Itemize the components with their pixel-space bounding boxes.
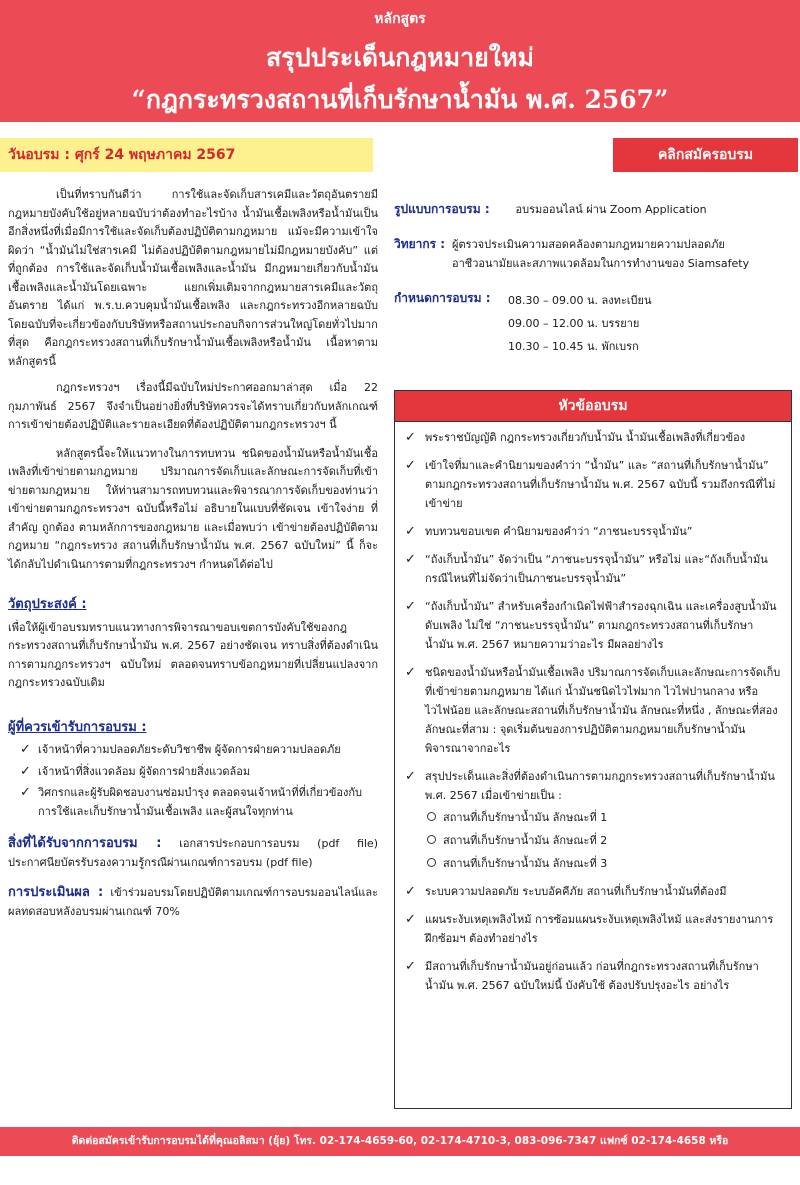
check-mark-icon: ✓ <box>405 430 416 445</box>
circle-bullet-icon <box>427 812 436 821</box>
course-title: สรุปประเด็นกฎหมายใหม่ <box>266 43 534 72</box>
check-mark-icon: ✓ <box>405 884 416 899</box>
topic-item: ✓ แผนระงับเหตุเพลิงไหม้ การซ้อมแผนระงับเหตุเพลิงไหม้ และส่งรายงานการฝึกซ้อมฯ ต้องทำอย่างไร <box>405 912 774 945</box>
topic-item: ✓ เข้าใจที่มาและคำนิยามของคำว่า “น้ำมัน” และ “สถานที่เก็บรักษาน้ำมัน” ตามกฎกระทรวงสถานที่เก็บรักษาน้ำมัน พ.ศ. 2567 ฉบับนี้ รวมถึงกรณีที่ไม่เข้าข่าย <box>405 458 776 510</box>
audience-item: ✓ วิศกรกและผู้รับผิดชอบงานซ่อมบำรุง ตลอดจนเจ้าหน้าที่ที่เกี่ยวข้องกับการใช้และเก็บรักษาน้ำมันเชื้อเพลิง และผู้สนใจทุกท่าน <box>20 785 363 818</box>
schedule-item: 08.30 – 09.00 น. ลงทะเบียน <box>508 294 652 307</box>
course-label: หลักสูตร <box>374 11 426 27</box>
course-info <box>394 196 794 358</box>
contact-footer: ติดต่อสมัครเข้ารับการอบรมได้ที่คุณอลิสมา (ยุ้ย) โทร. 02-174-4659-60, 02-174-4710-3, 083-096-7347 แฟกซ์ 02-174-4658 หรือ myadmin@siamsafety.com <box>0 1127 800 1156</box>
audience-list <box>8 741 378 821</box>
format-label: รูปแบบการอบรม : <box>394 202 490 216</box>
schedule-list <box>508 289 651 358</box>
benefits <box>8 835 378 872</box>
intro-paragraph: เป็นที่ทราบกันดีว่า การใช้และจัดเก็บสารเคมีและวัตถุอันตรายมีกฎหมายบังคับใช้อยู่หลายฉบับว่าต้องทำอะไรบ้าง น้ำมันเชื้อเพลิงหรือน้ำมันเป็นอีกสิ่งหนึ่งที่เมื่อมีการใช้และจัดเก็บต้องปฏิบัติตามกฎหมาย แม้จะมีความเข้าใจผิดว่า “น้ำมันไม่ใช่สารเคมี ไม่ต้องปฏิบัติตามกฎหมายไม่มีกฎหมายบังคับ” แต่ที่ถูกต้อง การใช้และจัดเก็บน้ำมันเชื้อเพลิงและน้ำมัน มีกฎหมายเกี่ยวกับน้ำมันเชื้อเพลิงและน้ำมันโดยเฉพาะ แยกเพิ่มเติมจากกฎหมายสารเคมีและวัตถุอันตราย ได้แก่ พ.ร.บ.ควบคุมน้ำมันเชื้อเพลิง และกฎกระทรวงอีกหลายฉบับ โดยฉบับที่จะเกี่ยวข้องกับบริษัทหรือสถานประกอบกิจการส่วนใหญ่โดยทั่วไปมากที่สุด คือกฎกระทรวงสถานที่เก็บรักษาน้ำมันเชื้อเพลิงหรือน้ำมัน เนื้อหาตามหลักสูตรนี้ <box>8 188 378 368</box>
topic-item: ✓ ชนิดของน้ำมันหรือน้ำมันเชื้อเพลิง ปริมาณการจัดเก็บและลักษณะการจัดเก็บที่เข้าข่ายตามกฎหมาย ได้แก่ น้ำมันชนิดไวไฟมาก ไวไฟปานกลาง หรือไวไฟน้อย และลักษณะสถานที่เก็บรักษาน้ำมัน ลักษณะที่หนึ่ง , ลักษณะที่สอง ลักษณะที่สาม : จุดเริ่มต้นของการปฏิบัติตามกฎหมายเก็บรักษาน้ำมัน พิจารณาจากอะไร <box>405 665 781 755</box>
evaluation-label: การประเมินผล : <box>8 885 104 900</box>
topic-item: ✓ พระราชบัญญัติ กฎกระทรวงเกี่ยวกับน้ำมัน น้ำมันเชื้อเพลิงที่เกี่ยวข้อง <box>405 430 746 445</box>
audience-title: ผู้ที่ควรเข้ารับการอบรม : <box>8 719 147 735</box>
check-mark-icon: ✓ <box>405 458 416 473</box>
schedule-item: 10.30 – 10.45 น. พักเบรก <box>508 340 639 353</box>
format-value: อบรมออนไลน์ ผ่าน Zoom Application <box>515 203 707 216</box>
objective-title: วัตถุประสงค์ : <box>8 597 87 612</box>
topic-item: ✓ ทบทวนขอบเขต คำนิยามของคำว่า “ภาชนะบรรจุน้ำมัน” <box>405 524 693 539</box>
objective-text: เพื่อให้ผู้เข้าอบรมทราบแนวทางการพิจารณาขอบเขตการบังคับใช้ของกฎกระทรวงสถานที่เก็บรักษาน้ำมัน พ.ศ. 2567 อย่างชัดเจน ทราบสิ่งที่ต้องดำเนินการตามกฎกระทรวงฯ ฉบับใหม่ ตลอดจนทราบข้อกฎหมายที่เปลี่ยนแปลงจากกฎกระทรวงฉบับเดิม <box>8 620 378 689</box>
topic-sub-item: สถานที่เก็บรักษาน้ำมัน ลักษณะที่ 3 <box>425 854 781 873</box>
topics-list <box>395 422 791 995</box>
register-button[interactable]: คลิกสมัครอบรม <box>613 138 798 172</box>
format-row <box>394 200 794 219</box>
evaluation <box>8 884 378 921</box>
intro-paragraph: กฎกระทรวงฯ เรื่องนี้มีฉบับใหม่ประกาศออกมาล่าสุด เมื่อ 22 กุมภาพันธ์ 2567 จึงจำเป็นอย่างยิ่งที่บริษัทควรจะได้ทราบเกี่ยวกับหลักเกณฑ์การเข้าข่ายต้องปฏิบัติและรายละเอียดที่ต้องปฏิบัติตามกฎกระทรวงฯ นี้ <box>8 381 378 431</box>
topic-item: ✓ “ถังเก็บน้ำมัน” จัดว่าเป็น “ภาชนะบรรจุน้ำมัน” หรือไม่ และ“ถังเก็บน้ำมัน กรณีไหนที่ไม่จัดว่าเป็นภาชนะบรรจุน้ำมัน” <box>405 552 768 585</box>
circle-bullet-icon <box>427 858 436 867</box>
evaluation-text: เข้าร่วมอบรมโดยปฏิบัติตามเกณฑ์การอบรมออนไลน์และผลทดสอบหลังอบรมผ่านเกณฑ์ 70% <box>8 886 379 918</box>
topic-item: ✓ ระบบความปลอดภัย ระบบอัคคีภัย สถานที่เก็บรักษาน้ำมันที่ต้องมี <box>405 884 727 899</box>
circle-bullet-icon <box>427 835 436 844</box>
check-mark-icon: ✓ <box>20 742 31 757</box>
check-mark-icon: ✓ <box>405 769 416 784</box>
check-mark-icon: ✓ <box>20 763 31 779</box>
header-banner <box>0 0 800 122</box>
speaker-label: วิทยากร : <box>394 237 446 251</box>
left-column <box>8 186 378 921</box>
check-mark-icon: ✓ <box>405 599 416 614</box>
check-mark-icon: ✓ <box>405 912 416 927</box>
topic-item: ✓ “ถังเก็บน้ำมัน” สำหรับเครื่องกำเนิดไฟฟ้าสำรองฉุกเฉิน และเครื่องสูบน้ำมันดับเพลิง ไม่ใช่ “ภาชนะบรรจุน้ำมัน” ตามกฎกระทรวงสถานที่เก็บรักษาน้ำมัน พ.ศ. 2567 หมายความว่าอะไร มีผลอย่างไร <box>405 599 777 651</box>
check-mark-icon: ✓ <box>405 524 416 539</box>
course-subtitle: “กฎกระทรวงสถานที่เก็บรักษาน้ำมัน พ.ศ. 2567” <box>131 85 669 114</box>
topic-sub-list <box>425 808 781 873</box>
topic-sub-item: สถานที่เก็บรักษาน้ำมัน ลักษณะที่ 2 <box>425 831 781 850</box>
intro-paragraph: หลักสูตรนี้จะให้แนวทางในการทบทวน ชนิดของน้ำมันหรือน้ำมันเชื้อเพลิงที่เข้าข่ายตามกฎหมาย ปริมาณการจัดเก็บและลักษณะการจัดเก็บที่เข้าข่ายตามกฎหมาย ให้ท่านสามารถทบทวนและพิจารณาการจัดเก็บของท่านว่าเข้าข่ายตามกฎกระทรวงฯ ฉบับนี้หรือไม่ อธิบายในแบบที่ชัดเจน เข้าใจง่าย ที่สำคัญ ถูกต้อง ตามหลักการของกฎหมาย และเมื่อพบว่า เข้าข่ายต้องปฏิบัติตามกฎหมาย “กฎกระทรวง สถานที่เก็บรักษาน้ำมัน พ.ศ. 2567 ฉบับใหม่” นี้ ก็จะได้กลับไปดำเนินการตามที่กฎกระทรวงฯ กำหนดได้ต่อไป <box>8 446 378 571</box>
schedule-item: 09.00 – 12.00 น. บรรยาย <box>508 317 640 330</box>
schedule-label: กำหนดการอบรม : <box>394 291 491 305</box>
schedule-row <box>394 289 794 358</box>
topics-box <box>394 390 792 1109</box>
benefits-label: สิ่งที่ได้รับจากการอบรม : <box>8 836 162 851</box>
topic-item-summary: ✓ สรุปประเด็นและสิ่งที่ต้องดำเนินการตามกฎกระทรวงสถานที่เก็บรักษาน้ำมัน พ.ศ. 2567 เมื่อเข้าข่ายเป็น : สถานที่เก็บรักษาน้ำมัน ลักษณะที่ 1 สถานที่เก็บรักษาน้ำมัน ลักษณะที่ 2 สถานที่เก็บรักษาน้ำมัน ลักษณะที่ 3 <box>403 767 781 873</box>
speaker-row <box>394 235 794 273</box>
check-mark-icon: ✓ <box>405 959 416 974</box>
audience-item: ✓ เจ้าหน้าที่สิ่งแวดล้อม ผู้จัดการฝ่ายสิ่งแวดล้อม <box>16 763 378 782</box>
check-mark-icon: ✓ <box>405 665 416 680</box>
topic-sub-item: สถานที่เก็บรักษาน้ำมัน ลักษณะที่ 1 <box>425 808 781 827</box>
training-date: วันอบรม : ศุกร์ 24 พฤษภาคม 2567 <box>0 138 373 172</box>
check-mark-icon: ✓ <box>405 552 416 567</box>
benefits-text: เอกสารประกอบการอบรม (pdf file) ประกาศนียบัตรรับรองความรู้กรณีผ่านเกณฑ์การอบรม (pdf file) <box>8 837 378 869</box>
check-mark-icon: ✓ <box>20 785 31 800</box>
topic-item: ✓ มีสถานที่เก็บรักษาน้ำมันอยู่ก่อนแล้ว ก่อนที่กฎกระทรวงสถานที่เก็บรักษาน้ำมัน พ.ศ. 2567 ฉบับใหม่นี้ บังคับใช้ ต้องปรับปรุงอะไร อย่างไร <box>405 959 759 992</box>
topics-title: หัวข้ออบรม <box>395 391 791 422</box>
speaker-value: ผู้ตรวจประเมินความสอดคล้องตามกฎหมายความปลอดภัย อาชีวอนามัยและสภาพแวดล้อมในการทำงานของ Siamsafety <box>452 238 750 270</box>
audience-item: ✓ เจ้าหน้าที่ความปลอดภัยระดับวิชาชีพ ผู้จัดการฝ่ายความปลอดภัย <box>16 741 378 760</box>
